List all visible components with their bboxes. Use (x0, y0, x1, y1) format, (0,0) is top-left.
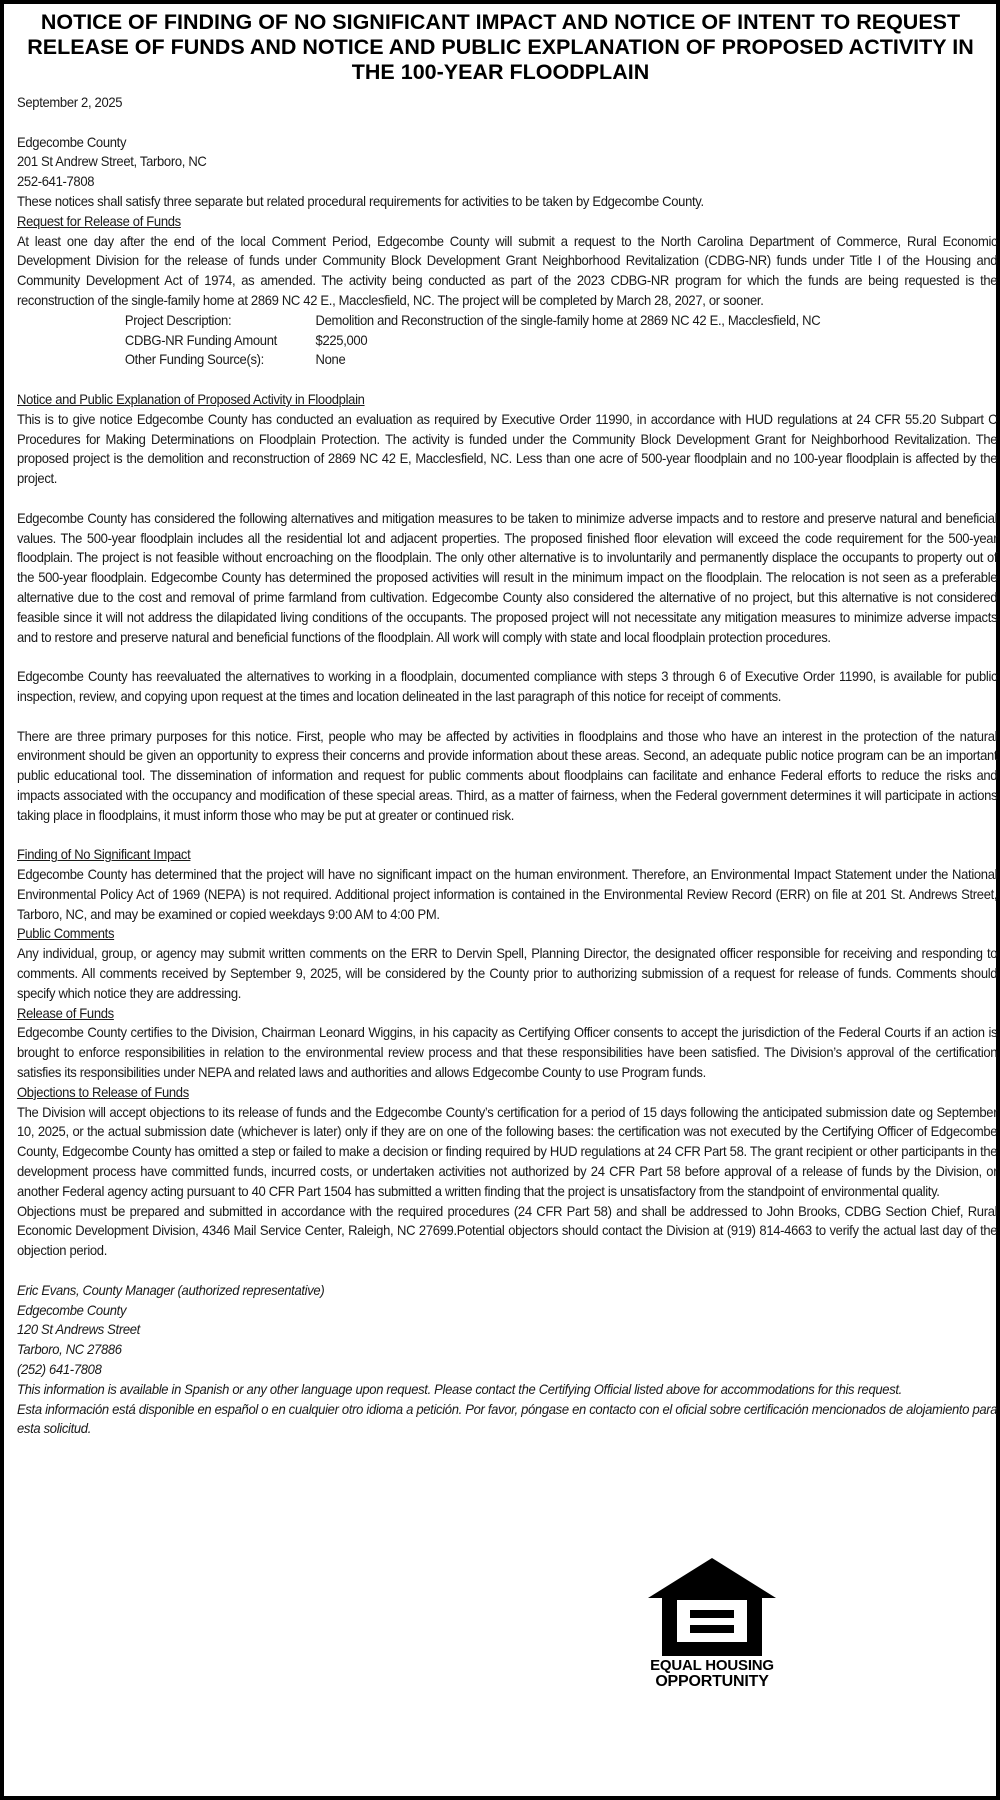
rrof-paragraph: At least one day after the end of the local Comment Period, Edgecombe County will submit a request to the North Carolina Department of Commerce, Rural Economic Development Division for the release of funds under Community Block Development Grant Neighborhood Revitalization (CDBG-NR) funds under Title I of the Housing and Community Development Act of 1974, as amended. The activity being conducted as part of the 2023 CDBG-NR program for which the funds are being requested is the reconstruction of the single-family home at 2869 NC 42 E., Macclesfield, NC. The project will be completed by March 28, 2027, or sooner. (17, 232, 998, 308)
funding-label: CDBG-NR Funding Amount (124, 331, 277, 348)
rrof-heading: Request for Release of Funds (17, 212, 181, 229)
signature-name: Eric Evans, County Manager (authorized representative) (17, 1281, 325, 1298)
signature-street: 120 St Andrews Street (17, 1321, 140, 1338)
agency-phone: 252-641-7808 (17, 173, 95, 190)
funding-label: Other Funding Source(s): (124, 351, 264, 368)
signature-phone: (252) 641-7808 (17, 1361, 102, 1377)
equal-housing-line-2: OPPORTUNITY (655, 1673, 769, 1690)
funding-value: $225,000 (315, 331, 368, 348)
agency-name: Edgecombe County (17, 133, 127, 150)
comments-heading: Public Comments (17, 925, 115, 942)
funding-label: Project Description: (124, 311, 232, 328)
release-heading: Release of Funds (17, 1004, 114, 1021)
language-english: This information is available in Spanish or any other language upon request. Please contact the Certifying Official listed above for accommodations for this request. (17, 1380, 902, 1397)
floodplain-heading: Notice and Public Explanation of Proposed Activity in Floodplain (17, 390, 365, 407)
floodplain-paragraph-2: Edgecombe County has considered the following alternatives and mitigation measures to be taken to minimize adverse impacts and to restore and preserve natural and beneficial values. The 500-year floodplain includes all the residential lot and adjacent properties. The proposed finished floor elevation will exceed the code requirement for the 500-year floodplain. The project is not feasible without encroaching on the floodplain. The only other alternative is to involuntarily and permanently displace the occupants to property out of the 500-year floodplain. Edgecombe County has determined the proposed activities will result in the minimum impact on the floodplain. The relocation is not seen as a preferable alternative due to the cost and removal of prime farmland from cultivation. Edgecombe County also considered the alternative of no project, but this alternative is not considered feasible since it will not address the dilapidated living conditions of the occupants. The proposed project will not necessitate any mitigation measures to minimize adverse impacts and to restore and preserve natural and beneficial functions of the floodplain. All work will comply with state and local floodplain protection procedures. (17, 509, 998, 645)
notice-body (17, 93, 997, 1439)
intro-paragraph: These notices shall satisfy three separate but related procedural requirements for activities to be taken by Edgecombe County. (17, 192, 704, 209)
equal-housing-line-1: EQUAL HOUSING (650, 1657, 774, 1674)
floodplain-paragraph-4: There are three primary purposes for this notice. First, people who may be affected by activities in floodplains and those who have an interest in the protection of the natural environment should be given an opportunity to express their concerns and provide information about these areas. Second, an adequate public notice program can be an important public educational tool. The dissemination of information and request for public comments about floodplains can facilitate and enhance Federal efforts to reduce the risks and impacts associated with the occupancy and modification of these special areas. Third, as a matter of fairness, when the Federal government determines it will participate in actions taking place in floodplains, it must inform those who may be put at greater or continued risk. (17, 727, 998, 823)
objections-paragraph-1: The Division will accept objections to its release of funds and the Edgecombe County’s certification for a period of 15 days following the anticipated submission date og September 10, 2025, or the actual submission date (whichever is later) only if they are on one of the following bases: the certification was not executed by the Certifying Officer of Edgecombe County, Edgecombe County has omitted a step or failed to make a decision or finding required by HUD regulations at 24 CFR Part 58. The grant recipient or other participants in the development process have committed funds, incurred costs, or undertaken activities not authorized by 24 CFR Part 58 before approval of a release of funds by the Division, or another Federal agency acting pursuant to 40 CFR Part 1504 has submitted a written finding that the project is unsatisfactory from the standpoint of environmental quality. (17, 1103, 998, 1199)
floodplain-paragraph-3: Edgecombe County has reevaluated the alternatives to working in a floodplain, documented compliance with steps 3 through 6 of Executive Order 11990, is available for public inspection, review, and copying upon request at the times and location delineated in the last paragraph of this notice for receipt of comments. (17, 668, 998, 704)
funding-value: None (315, 351, 346, 368)
funding-row (17, 331, 997, 351)
equal-housing-house-icon (646, 1556, 778, 1658)
funding-value: Demolition and Reconstruction of the single-family home at 2869 NC 42 E., Macclesfield, NC (315, 311, 821, 328)
objections-heading: Objections to Release of Funds (17, 1083, 189, 1100)
comments-paragraph: Any individual, group, or agency may submit written comments on the ERR to Dervin Spell, Planning Director, the designated officer responsible for receiving and responding to comments. All comments received by September 9, 2025, will be considered by the County prior to authorizing submission of a request for release of funds. Comments should specify which notice they are addressing. (17, 945, 998, 1001)
language-spanish: Esta información está disponible en español o en cualquier otro idioma a petición. Por favor, póngase en contacto con el oficial sobre certificación mencionados de alojamiento para esta solicitud. (17, 1400, 998, 1437)
notice-title: NOTICE OF FINDING OF NO SIGNIFICANT IMPACT AND NOTICE OF INTENT TO REQUEST RELEASE OF FUNDS AND NOTICE AND PUBLIC EXPLANATION OF PROPOSED ACTIVITY IN THE 100-YEAR FLOODPLAIN (27, 10, 974, 84)
signature-org: Edgecombe County (17, 1301, 127, 1318)
funding-row (17, 350, 997, 370)
signature-block (17, 1281, 997, 1380)
funding-table (17, 311, 997, 370)
equal-housing-logo (644, 1556, 780, 1690)
signature-city: Tarboro, NC 27886 (17, 1341, 122, 1358)
fonsi-heading: Finding of No Significant Impact (17, 846, 191, 863)
fonsi-paragraph: Edgecombe County has determined that the project will have no significant impact on the human environment. Therefore, an Environmental Impact Statement under the National Environmental Policy Act of 1969 (NEPA) is not required. Additional project information is contained in the Environmental Review Record (ERR) on file at 201 St. Andrews Street, Tarboro, NC, and may be examined or copied weekdays 9:00 AM to 4:00 PM. (17, 866, 998, 922)
objections-paragraph-2: Objections must be prepared and submitted in accordance with the required procedures (24 CFR Part 58) and shall be addressed to John Brooks, CDBG Section Chief, Rural Economic Development Division, 4346 Mail Service Center, Raleigh, NC 27699.Potential objectors should contact the Division at (919) 814-4663 to verify the actual last day of the objection period. (17, 1202, 998, 1259)
notice-date: September 2, 2025 (17, 94, 123, 110)
agency-address: 201 St Andrew Street, Tarboro, NC (17, 153, 207, 170)
release-paragraph: Edgecombe County certifies to the Division, Chairman Leonard Wiggins, in his capacity as Certifying Officer consents to accept the jurisdiction of the Federal Courts if an action is brought to enforce responsibilities in relation to the environmental review process and that these responsibilities have been satisfied. The Division’s approval of the certification satisfies its responsibilities under NEPA and related laws and authorities and allows Edgecombe County to use Program funds. (17, 1024, 998, 1081)
funding-row (17, 311, 997, 331)
floodplain-paragraph-1: This is to give notice Edgecombe County has conducted an evaluation as required by Executive Order 11990, in accordance with HUD regulations at 24 CFR 55.20 Subpart C Procedures for Making Determinations on Floodplain Protection. The activity is funded under the Community Block Development Grant for Neighborhood Revitalization. The proposed project is the demolition and reconstruction of 2869 NC 42 E, Macclesfield, NC. Less than one acre of 500-year floodplain and no 100-year floodplain is affected by the project. (17, 410, 998, 487)
